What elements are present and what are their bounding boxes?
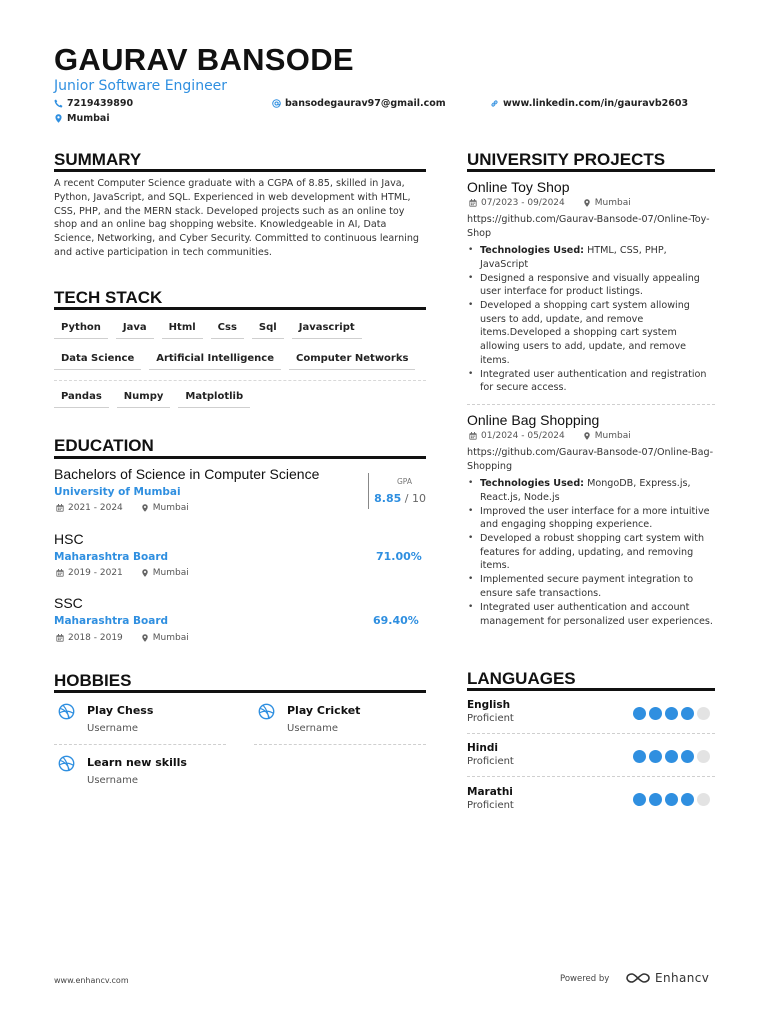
project-bullet: • Developed a shopping cart system allowing users to add, update, and remove items.Developed a shopping cart system allowing users to add, update, and remove items. (467, 299, 715, 367)
hobby-subtitle: Username (87, 775, 138, 786)
rating-dot-empty (697, 750, 710, 763)
project-bullets (467, 477, 715, 628)
tech-used-value: HTML, CSS, PHP, JavaScript (480, 245, 667, 270)
ball-icon (58, 755, 75, 772)
rating-dot-filled (665, 750, 678, 763)
language-rating (633, 750, 710, 763)
rating-dot-filled (633, 793, 646, 806)
language-rating (633, 793, 710, 806)
phone-text: 7219439890 (67, 98, 134, 109)
rating-dot-filled (681, 793, 694, 806)
tech-chip: Python (54, 322, 108, 339)
rating-dot-filled (633, 707, 646, 720)
rating-dot-filled (649, 707, 662, 720)
project-bullet: • Improved the user interface for a more intuitive and engaging shopping experience. (467, 505, 715, 532)
education-heading: EDUCATION (54, 436, 154, 455)
location-pin-icon (54, 114, 63, 123)
project-title: Online Toy Shop (467, 179, 570, 195)
education-meta (56, 633, 189, 643)
tech-row-2 (54, 353, 426, 370)
rating-dot-filled (681, 707, 694, 720)
tech-chip: Numpy (117, 391, 171, 408)
gpa-max: / 10 (404, 492, 426, 505)
project-meta (469, 431, 631, 441)
education-institution: Maharashtra Board (54, 551, 169, 563)
project-bullet: • Developed a robust shopping cart system with features for adding, updating, and removing items. (467, 532, 715, 573)
language-level: Proficient (467, 800, 514, 811)
hobbies-heading: HOBBIES (54, 671, 132, 690)
education-dates: 2019 - 2021 (68, 568, 123, 578)
education-score: 71.00% (376, 550, 422, 563)
projects-heading: UNIVERSITY PROJECTS (467, 150, 666, 169)
rating-dot-empty (697, 707, 710, 720)
at-icon (272, 99, 281, 108)
tech-chip: Java (116, 322, 154, 339)
project-link[interactable]: https://github.com/Gaurav-Bansode-07/Online-Bag-Shopping (467, 447, 714, 472)
location-contact (54, 113, 110, 124)
education-location: Mumbai (152, 568, 189, 578)
footer-powered-by: Powered by (560, 974, 610, 984)
footer-site[interactable]: www.enhancv.com (54, 976, 129, 985)
link-icon (490, 99, 499, 108)
tech-used-value: MongoDB, Express.js, React.js, Node.js (480, 478, 691, 503)
calendar-icon (56, 504, 64, 512)
location-text: Mumbai (67, 113, 110, 124)
calendar-icon (469, 432, 477, 440)
project-location: Mumbai (594, 198, 631, 208)
location-pin-icon (141, 634, 149, 642)
tech-used-label: Technologies Used: (480, 245, 585, 256)
calendar-icon (56, 634, 64, 642)
education-degree: Bachelors of Science in Computer Science (54, 466, 320, 482)
language-rating (633, 707, 710, 720)
candidate-name: GAURAV BANSODE (54, 42, 354, 77)
projects-divider (467, 169, 715, 172)
language-divider (467, 733, 715, 734)
tech-row-3 (54, 391, 426, 408)
phone-contact[interactable] (54, 98, 133, 109)
rating-dot-filled (649, 750, 662, 763)
languages-divider (467, 688, 715, 691)
rating-dot-empty (697, 793, 710, 806)
summary-divider (54, 169, 426, 172)
language-divider (467, 776, 715, 777)
gpa-label: GPA (397, 477, 412, 486)
calendar-icon (56, 569, 64, 577)
hobbies-divider (54, 690, 426, 693)
location-pin-icon (141, 504, 149, 512)
education-divider (54, 456, 426, 459)
education-meta (56, 568, 189, 578)
education-degree: HSC (54, 531, 84, 547)
project-bullet: • Implemented secure payment integration to ensure safe transactions. (467, 573, 715, 600)
education-meta (56, 503, 189, 513)
tech-chip: Data Science (54, 353, 141, 370)
language-name: Marathi (467, 786, 513, 798)
gpa-value (374, 492, 426, 505)
project-dates: 07/2023 - 09/2024 (481, 198, 565, 208)
education-dates: 2021 - 2024 (68, 503, 123, 513)
tech-row-divider (54, 380, 426, 381)
hobby-title: Play Chess (87, 704, 154, 717)
brand-logo[interactable] (625, 971, 709, 985)
hobby-item (54, 700, 226, 745)
project-bullet (467, 477, 715, 504)
tech-row-1 (54, 322, 426, 339)
project-divider (467, 404, 715, 405)
rating-dot-filled (665, 793, 678, 806)
calendar-icon (469, 199, 477, 207)
location-pin-icon (583, 199, 591, 207)
hobby-title: Play Cricket (287, 704, 361, 717)
project-bullet: • Designed a responsive and visually appealing user interface for product listings. (467, 272, 715, 299)
tech-stack-divider (54, 307, 426, 310)
project-location: Mumbai (594, 431, 631, 441)
education-score: 69.40% (373, 614, 419, 627)
education-location: Mumbai (152, 633, 189, 643)
infinity-logo-icon (625, 971, 651, 985)
project-bullets (467, 244, 715, 395)
education-institution: University of Mumbai (54, 486, 181, 498)
project-bullet: • Integrated user authentication and registration for secure access. (467, 368, 715, 395)
hobby-title: Learn new skills (87, 756, 187, 769)
education-institution: Maharashtra Board (54, 615, 169, 627)
language-level: Proficient (467, 713, 514, 724)
linkedin-contact[interactable] (490, 98, 688, 109)
tech-chip: Computer Networks (289, 353, 415, 370)
project-meta (469, 198, 631, 208)
summary-heading: SUMMARY (54, 150, 142, 169)
project-link[interactable]: https://github.com/Gaurav-Bansode-07/Online-Toy-Shop (467, 214, 710, 239)
tech-chip: Html (162, 322, 203, 339)
ball-icon (258, 703, 275, 720)
project-title: Online Bag Shopping (467, 412, 600, 428)
ball-icon (58, 703, 75, 720)
location-pin-icon (583, 432, 591, 440)
tech-chip: Matplotlib (178, 391, 250, 408)
rating-dot-filled (633, 750, 646, 763)
email-contact[interactable] (272, 98, 446, 109)
rating-dot-filled (665, 707, 678, 720)
hobby-subtitle: Username (87, 723, 138, 734)
gpa-box (368, 473, 426, 509)
gpa-score: 8.85 (374, 492, 402, 505)
brand-name: Enhancv (655, 971, 710, 985)
project-dates: 01/2024 - 05/2024 (481, 431, 565, 441)
tech-chip: Pandas (54, 391, 109, 408)
language-name: Hindi (467, 742, 498, 754)
tech-chip: Javascript (292, 322, 362, 339)
project-bullet: • Integrated user authentication and account management for personalized user experiences. (467, 601, 715, 628)
location-pin-icon (141, 569, 149, 577)
summary-text: A recent Computer Science graduate with a CGPA of 8.85, skilled in Java, Python, JavaScript, and SQL. Experienced in web development with HTML, CSS, PHP, and the MERN stack. Developed projects such as an online toy shop and an online bag shopping website. Knowledgeable in AI, Data Science, Networking, and Cyber Security. Committed to continuous learning and active participation in tech communities. (54, 178, 419, 258)
linkedin-text: www.linkedin.com/in/gauravb2603 (503, 98, 689, 109)
email-text: bansodegaurav97@gmail.com (285, 98, 446, 109)
rating-dot-filled (649, 793, 662, 806)
education-location: Mumbai (152, 503, 189, 513)
tech-stack-heading: TECH STACK (54, 288, 163, 307)
tech-chip: Artificial Intelligence (149, 353, 281, 370)
rating-dot-filled (681, 750, 694, 763)
tech-chip: Sql (252, 322, 284, 339)
phone-icon (54, 99, 63, 108)
languages-heading: LANGUAGES (467, 669, 576, 688)
tech-chip: Css (211, 322, 244, 339)
hobby-item (54, 752, 226, 797)
project-bullet (467, 244, 715, 271)
language-level: Proficient (467, 756, 514, 767)
education-degree: SSC (54, 595, 83, 611)
language-name: English (467, 699, 511, 711)
hobby-item (254, 700, 426, 745)
education-dates: 2018 - 2019 (68, 633, 123, 643)
tech-used-label: Technologies Used: (480, 478, 585, 489)
candidate-role: Junior Software Engineer (54, 78, 228, 94)
hobby-subtitle: Username (287, 723, 338, 734)
